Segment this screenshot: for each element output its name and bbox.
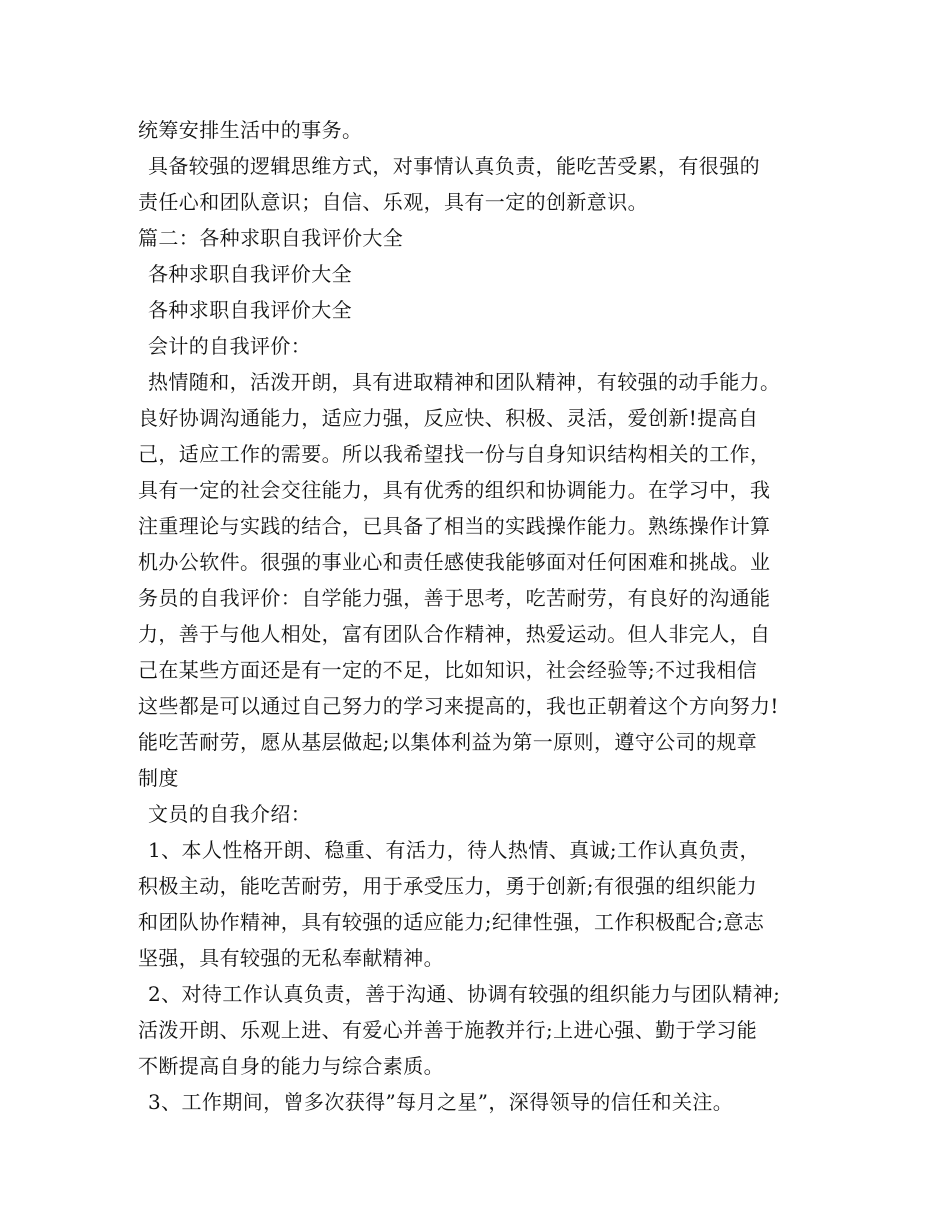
text-line: 3、工作期间，曾多次获得”每月之星”，深得领导的信任和关注。 [148, 1090, 734, 1114]
text-line: 坚强，具有较强的无私奉献精神。 [138, 946, 444, 970]
text-line: 1、本人性格开朗、稳重、有活力，待人热情、真诚;工作认真负责， [148, 838, 760, 862]
text-line: 积极主动，能吃苦耐劳，用于承受压力，勇于创新;有很强的组织能力 [138, 874, 758, 898]
text-line: 这些都是可以通过自己努力的学习来提高的，我也正朝着这个方向努力! [138, 694, 779, 718]
text-line: 各种求职自我评价大全 [148, 262, 352, 286]
text-line: 具有一定的社会交往能力，具有优秀的组织和协调能力。在学习中，我 [138, 478, 771, 502]
text-line: 力，善于与他人相处，富有团队合作精神，热爱运动。但人非完人，自 [138, 622, 771, 646]
text-line: 己在某些方面还是有一定的不足，比如知识，社会经验等;不过我相信 [138, 658, 758, 682]
text-line: 能吃苦耐劳，愿从基层做起;以集体利益为第一原则，遵守公司的规章 [138, 730, 758, 754]
text-line: 己，适应工作的需要。所以我希望找一份与自身知识结构相关的工作， [138, 442, 771, 466]
text-line: 注重理论与实践的结合，已具备了相当的实践操作能力。熟练操作计算 [138, 514, 771, 538]
text-line: 统筹安排生活中的事务。 [138, 118, 363, 142]
text-line: 制度 [138, 766, 179, 790]
section-heading: 篇二：各种求职自我评价大全 [138, 226, 404, 250]
text-line: 责任心和团队意识；自信、乐观，具有一定的创新意识。 [138, 190, 648, 214]
text-line: 机办公软件。很强的事业心和责任感使我能够面对任何困难和挑战。业 [138, 550, 771, 574]
text-line: 热情随和，活泼开朗，具有进取精神和团队精神，有较强的动手能力。 [148, 370, 781, 394]
text-line: 和团队协作精神，具有较强的适应能力;纪律性强，工作积极配合;意志 [138, 910, 765, 934]
text-line: 务员的自我评价：自学能力强，善于思考，吃苦耐劳，有良好的沟通能 [138, 586, 771, 610]
text-line: 具备较强的逻辑思维方式，对事情认真负责，能吃苦受累，有很强的 [148, 154, 760, 178]
text-line: 各种求职自我评价大全 [148, 298, 352, 322]
text-line: 2、对待工作认真负责，善于沟通、协调有较强的组织能力与团队精神; [148, 982, 781, 1006]
text-line: 良好协调沟通能力，适应力强，反应快、积极、灵活，爱创新!提高自 [138, 406, 759, 430]
text-line: 不断提高自身的能力与综合素质。 [138, 1054, 444, 1078]
text-line: 文员的自我介绍： [148, 802, 312, 826]
text-line: 会计的自我评价： [148, 334, 312, 358]
text-line: 活泼开朗、乐观上进、有爱心并善于施教并行;上进心强、勤于学习能 [138, 1018, 758, 1042]
